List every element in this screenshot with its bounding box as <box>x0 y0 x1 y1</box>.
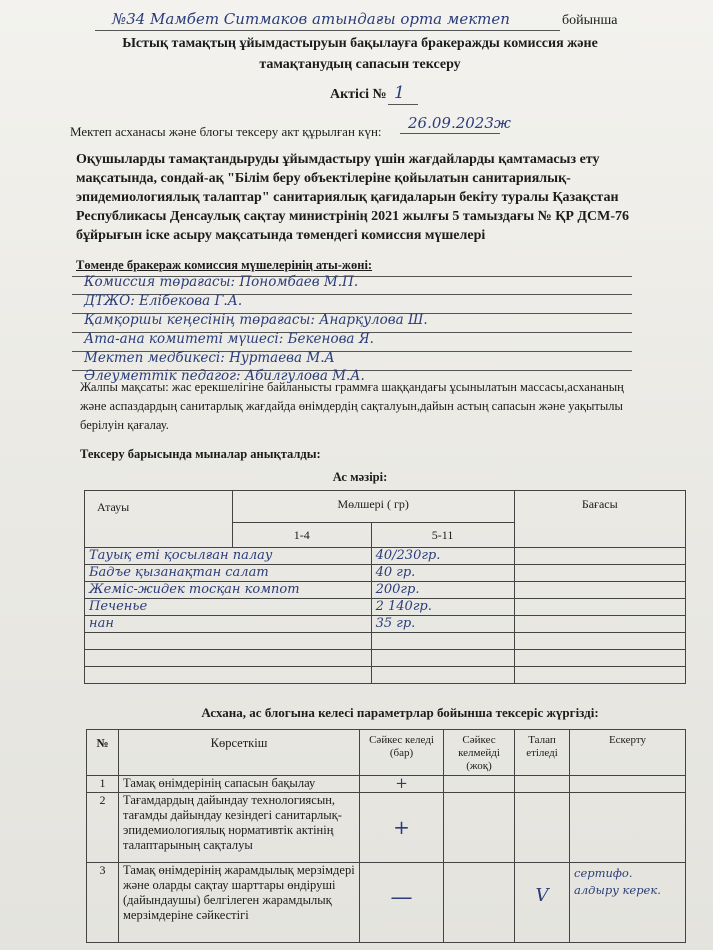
menu-table <box>84 490 686 684</box>
menu-row-empty <box>85 667 686 684</box>
title-line-1: Ыстық тамақтың ұйымдастыруын бақылауға бракеражды комиссия және <box>122 36 598 51</box>
menu-header-name: Атауы <box>85 491 233 548</box>
findings-heading: Тексеру барысында мыналар анықталды: <box>80 447 321 461</box>
menu-row-empty <box>85 633 686 650</box>
member-6: Әлеуметтік педагог: Абилгулова М.А. <box>84 368 365 384</box>
menu-header-grade-1-4: 1-4 <box>232 523 371 548</box>
params-header-required: Талап етіледі <box>515 730 570 776</box>
menu-item-price <box>514 599 686 616</box>
params-header-noncompliant: Сәйкес келмейді (жоқ) <box>444 730 515 776</box>
table-row <box>87 863 686 943</box>
row-required-mark: V <box>515 863 570 943</box>
params-header-no: № <box>87 730 119 776</box>
menu-item-amount: 200гр. <box>371 582 514 599</box>
header-suffix: бойынша <box>562 13 618 28</box>
row-indicator: Тамақ өнімдерінің сапасын бақылау <box>119 776 360 793</box>
menu-item-amount: 2 140гр. <box>371 599 514 616</box>
params-table <box>86 729 686 943</box>
menu-item-name: Бадъе қызанақтан салат <box>85 565 372 582</box>
title-line-2: тамақтанудың сапасын тексеру <box>259 57 461 72</box>
menu-item-price <box>514 548 686 565</box>
params-header-indicator: Көрсеткіш <box>119 730 360 776</box>
row-indicator: Тағамдардың дайындау технологиясын, тағамды дайындау кезіндегі санитарлық-эпидемиологиялық нормативтік актінің талаптарының сақталуы <box>119 793 360 863</box>
act-label: Актісі № <box>330 87 387 102</box>
row-compliant-mark: — <box>360 863 444 943</box>
member-5: Мектеп медбикесі: Нуртаева М.А <box>84 350 335 366</box>
menu-row <box>85 599 686 616</box>
row-indicator: Тамақ өнімдерінің жарамдылық мерзімдері және оларды сақтау шарттары өндіруші (дайындаушы) белгілеген жарамдылық мерзімдеріне сәйкестігі <box>119 863 360 943</box>
date-value: 26.09.2023ж <box>408 114 511 132</box>
intro-paragraph: Оқушыларды тамақтандыруды ұйымдастыру үшін жағдайларды қамтамасыз ету мақсатында, сондай-ақ "Білім беру объектілеріне қойылатын санитариялық-эпидемиологиялық талаптар" санитариялық қағидаларын бекіту туралы Қазақстан Республикасы Денсаулық сақтау министрінің 2021 жылғы 5 тамыздағы № ҚР ДСМ-76 бұйрығын іске асыру мақсатында төмендегі комиссия мүшелері <box>76 152 630 243</box>
menu-item-name: Тауық еті қосылған палау <box>85 548 372 565</box>
member-3: Қамқоршы кеңесінің төрағасы: Анарқулова Ш. <box>84 312 428 328</box>
table-row <box>87 793 686 863</box>
row-note: сертифо. алдыру керек. <box>570 863 686 943</box>
menu-item-name: Печенье <box>85 599 372 616</box>
date-label: Мектеп асханасы және блогы тексеру акт құрылған күн: <box>70 124 382 139</box>
menu-item-amount: 40/230гр. <box>371 548 514 565</box>
params-heading: Асхана, ас блогына келесі параметрлар бойынша тексеріс жүргізді: <box>201 705 599 720</box>
menu-header-price: Бағасы <box>514 491 686 548</box>
member-4: Ата-ана комитеті мүшесі: Бекенова Я. <box>84 331 374 347</box>
menu-row <box>85 582 686 599</box>
school-name-handwritten: №34 Мамбет Ситмаков атындағы орта мектеп <box>112 10 510 28</box>
menu-item-name: Жеміс-жидек тосқан компот <box>85 582 372 599</box>
purpose-paragraph: Жалпы мақсаты: жас ерекшелігіне байланысты граммға шаққандағы ұсынылатын массасы,асхананың және аспаздардың санитарлық жағдайда өнімдердің сақталуын,дайын астың сапасын және уақытылы берілуін қағалау. <box>80 380 624 432</box>
row-number: 3 <box>87 863 119 943</box>
row-compliant-mark: + <box>360 776 444 793</box>
table-row <box>87 776 686 793</box>
menu-row <box>85 548 686 565</box>
menu-item-amount: 35 гр. <box>371 616 514 633</box>
menu-row <box>85 616 686 633</box>
menu-item-price <box>514 616 686 633</box>
menu-row-empty <box>85 650 686 667</box>
member-2: ДТЖО: Елібекова Г.А. <box>84 293 243 309</box>
menu-item-price <box>514 582 686 599</box>
menu-heading: Ас мәзірі: <box>332 470 388 484</box>
act-number: 1 <box>394 83 405 103</box>
menu-item-price <box>514 565 686 582</box>
row-number: 2 <box>87 793 119 863</box>
menu-header-grade-5-11: 5-11 <box>371 523 514 548</box>
menu-header-amount: Мөлшері ( гр) <box>232 491 514 523</box>
params-header-compliant: Сәйкес келеді (бар) <box>360 730 444 776</box>
row-number: 1 <box>87 776 119 793</box>
params-header-note: Ескерту <box>570 730 686 776</box>
menu-item-name: нан <box>85 616 372 633</box>
commission-heading: Төменде бракераж комиссия мүшелерінің аты-жөні: <box>76 258 373 272</box>
menu-row <box>85 565 686 582</box>
member-1: Комиссия төрағасы: Пономбаев М.П. <box>84 274 359 290</box>
menu-item-amount: 40 гр. <box>371 565 514 582</box>
row-compliant-mark: + <box>360 793 444 863</box>
